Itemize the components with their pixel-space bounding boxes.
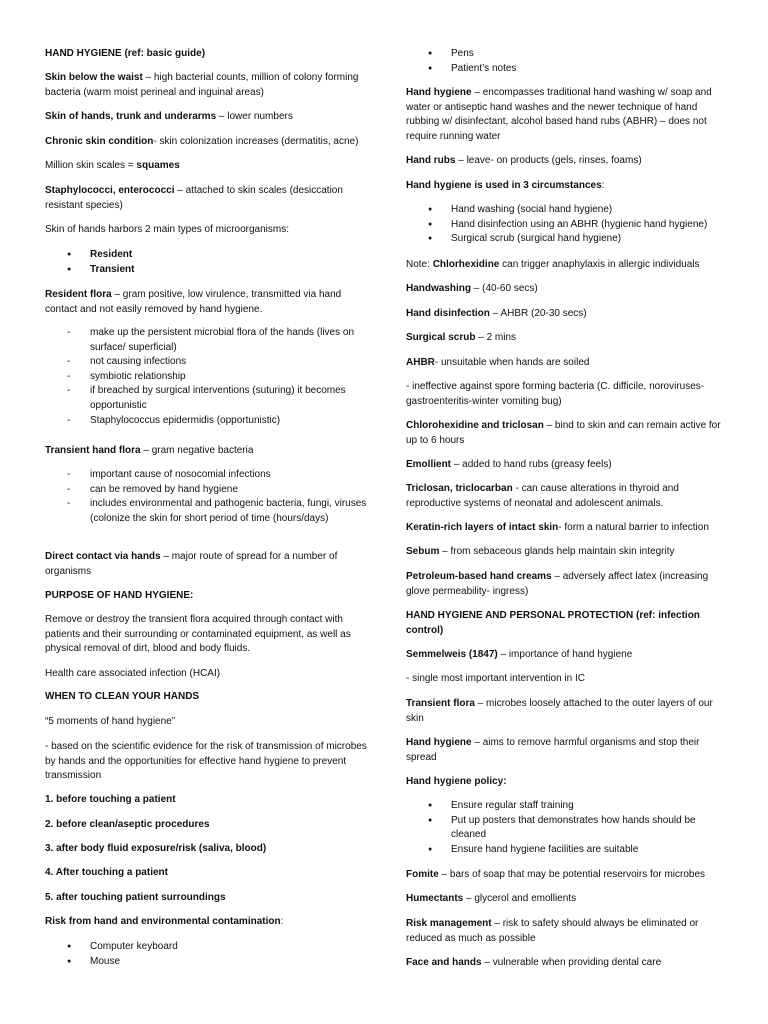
- note-keratin: Keratin-rich layers of intact skin- form a natural barrier to infection: [406, 522, 709, 533]
- note-skin-of-hands: Skin of hands, trunk and underarms – lower numbers: [45, 111, 293, 122]
- document-title: HAND HYGIENE (ref: basic guide): [45, 48, 206, 59]
- list-item: ● Surgical scrub (surgical hand hygiene): [406, 232, 728, 247]
- note-ineffective: - ineffective against spore forming bacteria (C. difficile, noroviruses-gastroenteritis-winter vomiting bug): [406, 381, 705, 407]
- moment-4: 4. After touching a patient: [45, 867, 168, 878]
- five-moments: “5 moments of hand hygiene”: [45, 716, 176, 727]
- list-item: ● Patient’s notes: [406, 62, 728, 77]
- list-item: ● Pens: [406, 47, 728, 62]
- note-scientific-evidence: - based on the scientific evidence for the risk of transmission of microbes by hands and the opportunities for effective hand hygiene to prevent transmission: [45, 741, 367, 782]
- resident-flora-list: [45, 326, 370, 428]
- list-item: - not causing infections: [45, 355, 370, 370]
- note-petroleum: Petroleum-based hand creams – adversely affect latex (increasing glove permeability- ingress): [406, 571, 709, 597]
- circumstances-list: [406, 203, 728, 247]
- heading-risk-contamination: Risk from hand and environmental contamination:: [45, 916, 284, 927]
- note-emollient: Emollient – added to hand rubs (greasy feels): [406, 459, 612, 470]
- policy-list: [406, 799, 728, 857]
- note-triclosan: Triclosan, triclocarban - can cause alterations in thyroid and reproductive systems of neonatal and adolescent animals.: [406, 483, 679, 509]
- list-item: - make up the persistent microbial flora of the hands (lives on surface/ superficial): [45, 326, 370, 355]
- note-hcai: Health care associated infection (HCAI): [45, 668, 221, 679]
- note-ahbr: AHBR- unsuitable when hands are soiled: [406, 357, 590, 368]
- note-semmelweis: Semmelweis (1847) – importance of hand hygiene: [406, 649, 633, 660]
- note-chronic-skin: Chronic skin condition- skin colonization increases (dermatitis, acne): [45, 136, 359, 147]
- note-transient-flora: Transient hand flora – gram negative bacteria: [45, 445, 254, 456]
- list-item: ● Put up posters that demonstrates how hands should be cleaned: [406, 814, 728, 843]
- note-skin-below-waist: Skin below the waist – high bacterial counts, million of colony forming bacteria (warm moist perineal and inguinal areas): [45, 72, 359, 98]
- risk-items-continued-list: [406, 47, 728, 76]
- transient-flora-list: [45, 468, 370, 526]
- risk-items-list: [45, 940, 370, 969]
- list-item: - can be removed by hand hygiene: [45, 483, 370, 498]
- microorganism-types-list: [45, 248, 370, 277]
- list-item: - Staphylococcus epidermidis (opportunistic): [45, 414, 370, 429]
- note-humectants: Humectants – glycerol and emollients: [406, 893, 577, 904]
- list-item: ● Ensure hand hygiene facilities are suitable: [406, 843, 728, 858]
- list-item: ● Computer keyboard: [45, 940, 370, 955]
- note-resident-flora: Resident flora – gram positive, low virulence, transmitted via hand contact and not easily removed by hand hygiene.: [45, 289, 342, 315]
- note-hand-hygiene: Hand hygiene – encompasses traditional hand washing w/ soap and water or antiseptic hand washes and the newer technique of hand rubbing w/ disinfectant, alcohol based hand rubs (ABHR) – does not require running water: [406, 87, 712, 142]
- list-item: - if breached by surgical interventions (suturing) it becomes opportunistic: [45, 384, 370, 413]
- moment-3: 3. after body fluid exposure/risk (saliva, blood): [45, 843, 267, 854]
- note-two-types: Skin of hands harbors 2 main types of microorganisms:: [45, 224, 289, 235]
- note-chlorhexidine: Note: Chlorhexidine can trigger anaphylaxis in allergic individuals: [406, 259, 700, 270]
- heading-hygiene-policy: Hand hygiene policy:: [406, 776, 507, 787]
- moment-5: 5. after touching patient surroundings: [45, 892, 226, 903]
- heading-personal-protection: HAND HYGIENE AND PERSONAL PROTECTION (ref: infection control): [406, 610, 700, 636]
- note-hand-rubs: Hand rubs – leave- on products (gels, rinses, foams): [406, 155, 642, 166]
- note-face-and-hands: Face and hands – vulnerable when providing dental care: [406, 957, 662, 968]
- note-hand-hygiene-aims: Hand hygiene – aims to remove harmful organisms and stop their spread: [406, 737, 700, 763]
- list-item: - includes environmental and pathogenic bacteria, fungi, viruses (colonize the skin for short period of time (hours/days): [45, 497, 370, 526]
- note-sebum: Sebum – from sebaceous glands help maintain skin integrity: [406, 546, 675, 557]
- list-item: ● Transient: [45, 263, 370, 278]
- heading-when-to-clean: WHEN TO CLEAN YOUR HANDS: [45, 691, 200, 702]
- list-item: ● Mouse: [45, 955, 370, 970]
- note-handwashing: Handwashing – (40-60 secs): [406, 283, 538, 294]
- note-hand-disinfection: Hand disinfection – AHBR (20-30 secs): [406, 308, 587, 319]
- note-three-circumstances: Hand hygiene is used in 3 circumstances:: [406, 180, 605, 191]
- heading-purpose: PURPOSE OF HAND HYGIENE:: [45, 590, 194, 601]
- note-risk-management: Risk management – risk to safety should always be eliminated or reduced as much as possible: [406, 918, 699, 944]
- list-item: - important cause of nosocomial infections: [45, 468, 370, 483]
- note-direct-contact: Direct contact via hands – major route of spread for a number of organisms: [45, 551, 338, 577]
- note-chlorohexidine-triclosan: Chlorohexidine and triclosan – bind to skin and can remain active for up to 6 hours: [406, 420, 721, 446]
- note-single-intervention: - single most important intervention in IC: [406, 673, 585, 684]
- note-fomite: Fomite – bars of soap that may be potential reservoirs for microbes: [406, 869, 706, 880]
- list-item: ● Ensure regular staff training: [406, 799, 728, 814]
- list-item: ● Hand washing (social hand hygiene): [406, 203, 728, 218]
- list-item: ● Hand disinfection using an ABHR (hygienic hand hygiene): [406, 218, 728, 233]
- moment-2: 2. before clean/aseptic procedures: [45, 819, 210, 830]
- note-staphylococci: Staphylococci, enterococci – attached to skin scales (desiccation resistant species): [45, 185, 343, 211]
- note-skin-scales: Million skin scales = squames: [45, 160, 180, 171]
- list-item: ● Resident: [45, 248, 370, 263]
- purpose-text: Remove or destroy the transient flora acquired through contact with patients and their surrounding or contaminated equipment, as well as physical removal of dirt, blood and body fluids.: [45, 614, 351, 655]
- note-transient-flora-right: Transient flora – microbes loosely attached to the outer layers of our skin: [406, 698, 713, 724]
- moment-1: 1. before touching a patient: [45, 794, 176, 805]
- note-surgical-scrub: Surgical scrub – 2 mins: [406, 332, 517, 343]
- list-item: - symbiotic relationship: [45, 370, 370, 385]
